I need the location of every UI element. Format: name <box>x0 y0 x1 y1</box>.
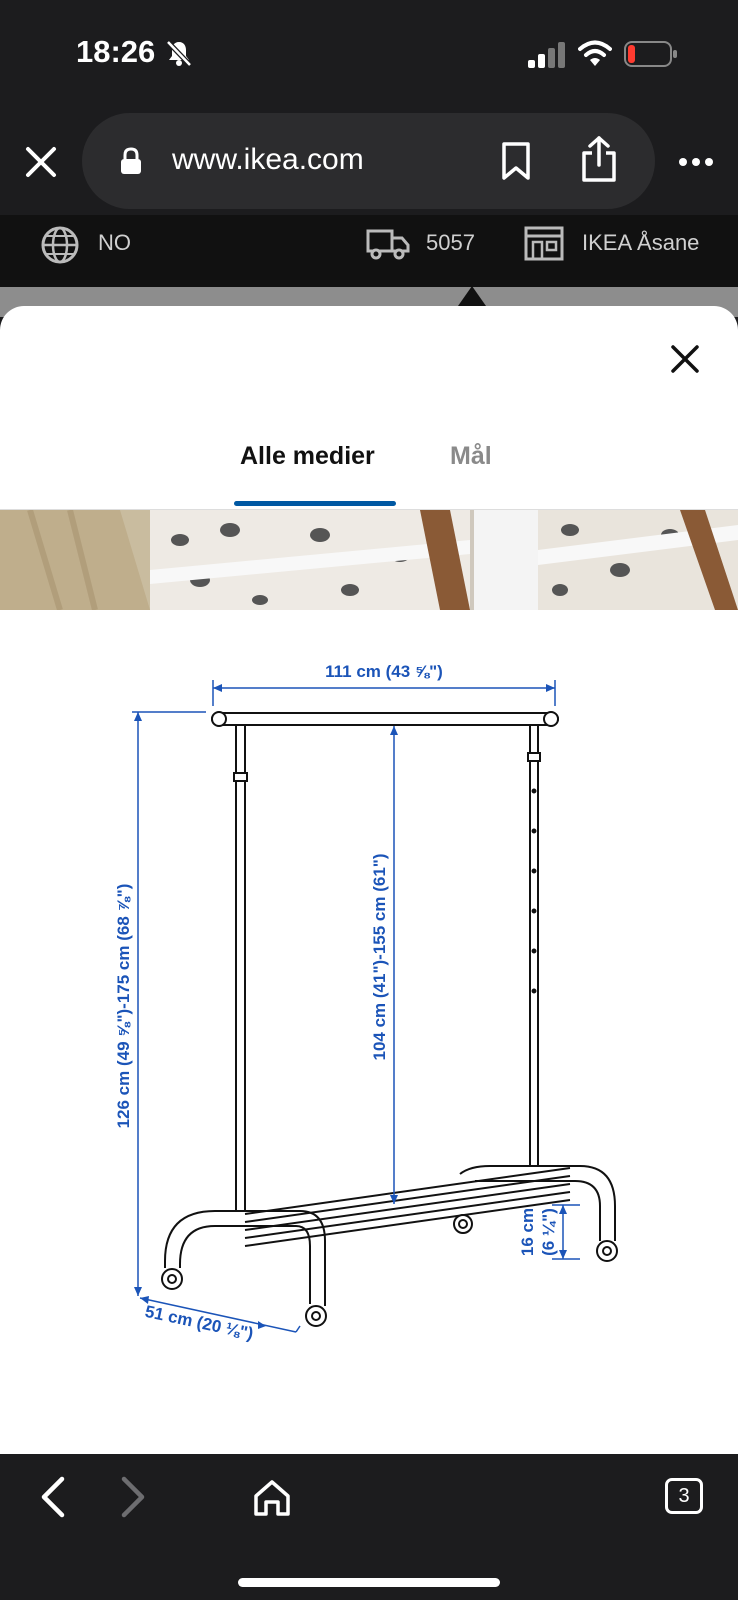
status-time: 18:26 <box>76 34 156 69</box>
store-selector[interactable]: IKEA Åsane <box>582 230 700 255</box>
url-text: www.ikea.com <box>172 143 364 176</box>
country-selector[interactable]: NO <box>98 230 131 255</box>
forward-arrow-icon[interactable] <box>118 1476 148 1518</box>
browser-bar <box>0 105 738 215</box>
home-icon[interactable] <box>252 1478 292 1518</box>
tooltip-caret <box>458 286 486 306</box>
postcode-selector[interactable]: 5057 <box>426 230 475 255</box>
bookmark-icon[interactable] <box>500 141 532 181</box>
width-label: 111 cm (43 ⅝") <box>325 662 443 681</box>
delivery-truck-icon[interactable] <box>366 227 410 261</box>
dimension-drawing <box>0 610 738 1454</box>
shelf-height-label-cm: 16 cm <box>518 1207 537 1257</box>
wifi-icon <box>578 40 612 68</box>
home-indicator <box>238 1578 500 1587</box>
close-icon[interactable] <box>24 145 58 179</box>
depth-label: 51 cm (20 ⅛") <box>143 1301 255 1344</box>
status-bar <box>0 0 738 105</box>
rail-height-label: 104 cm (41")-155 cm (61") <box>370 853 389 1061</box>
globe-icon[interactable] <box>40 225 80 265</box>
browser-toolbar <box>0 1454 738 1600</box>
bell-muted-icon <box>164 38 194 68</box>
media-modal <box>0 306 738 1454</box>
tab-dimensions[interactable]: Mål <box>450 442 492 470</box>
total-height-label: 126 cm (49 ⅝")-175 cm (68 ⅞") <box>114 883 133 1129</box>
close-modal-icon[interactable] <box>668 342 702 376</box>
tabs-overview-button[interactable]: 3 <box>665 1478 703 1514</box>
more-options-icon[interactable] <box>678 157 714 167</box>
battery-low-icon <box>624 41 678 67</box>
address-bar[interactable] <box>82 113 655 209</box>
tab-all-media[interactable]: Alle medier <box>240 442 375 470</box>
share-icon[interactable] <box>580 135 618 183</box>
store-icon[interactable] <box>524 225 564 261</box>
cellular-signal-icon <box>528 42 568 68</box>
shelf-height-label-in: (6 ¼") <box>539 1208 558 1256</box>
lock-icon <box>120 147 142 175</box>
active-tab-indicator <box>234 501 396 506</box>
product-photo[interactable] <box>0 510 738 610</box>
back-arrow-icon[interactable] <box>38 1476 68 1518</box>
ikea-header-strip <box>0 215 738 287</box>
